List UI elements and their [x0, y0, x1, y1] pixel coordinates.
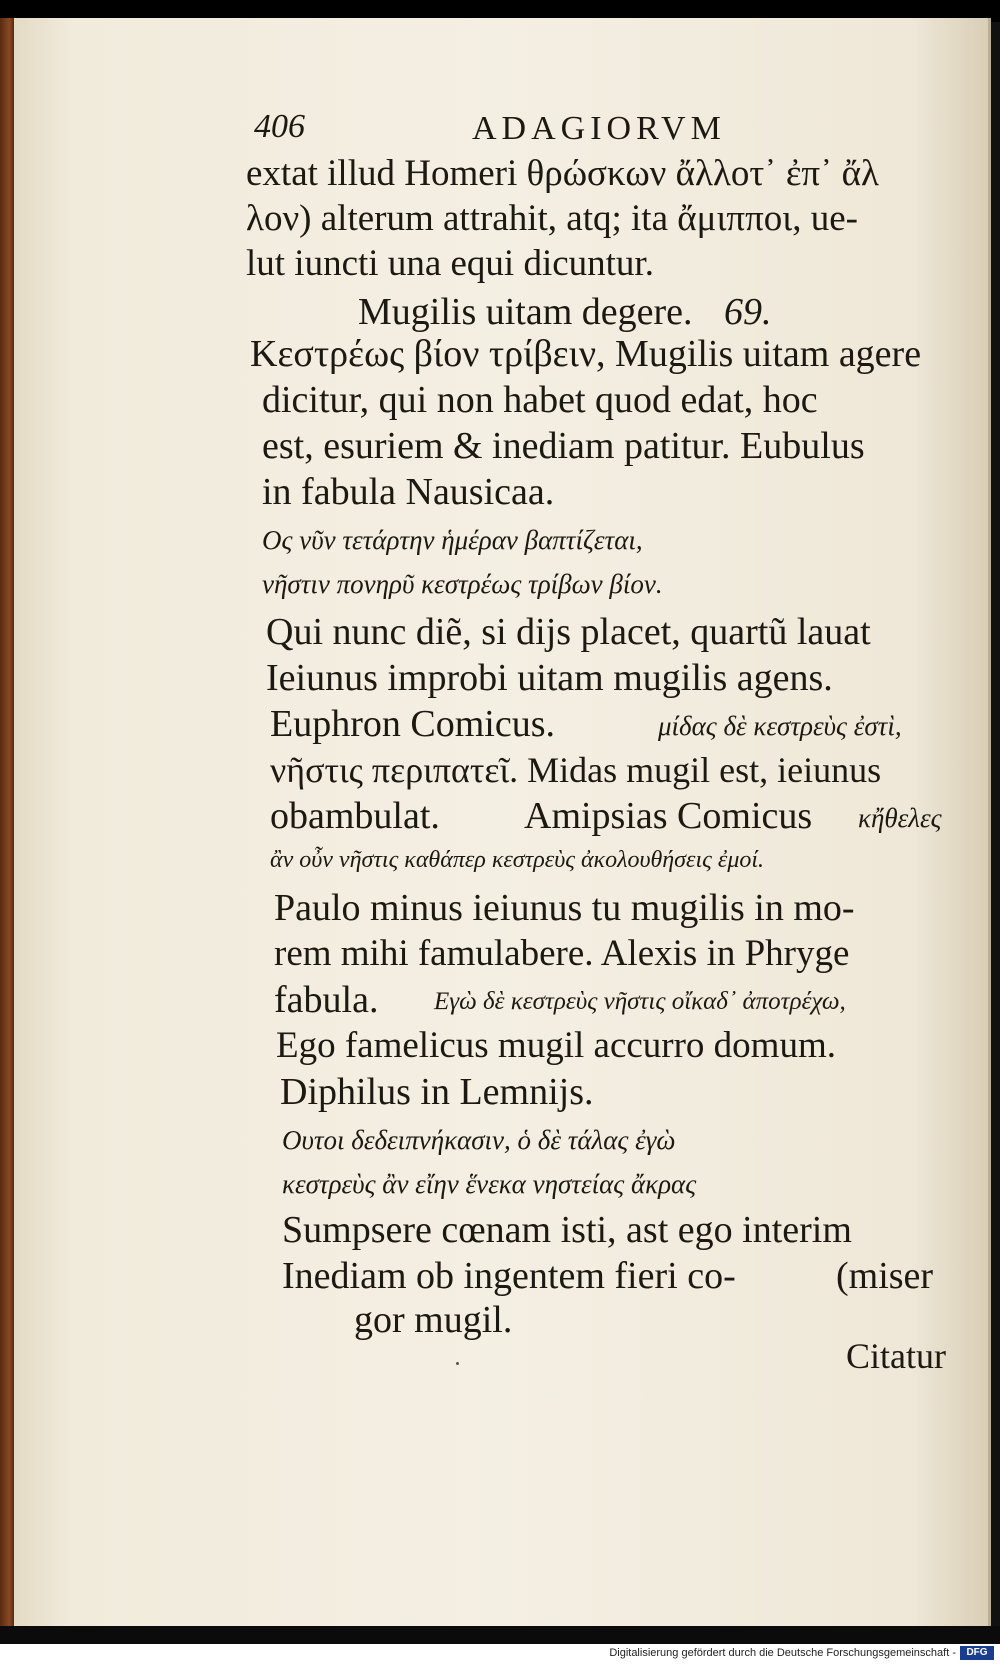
scan-bottom-border — [0, 1626, 1000, 1644]
greek-verse: Ουτοι δεδειπνήκασιν, ὁ δὲ τάλας ἐγὼ — [282, 1125, 676, 1155]
text-line: Paulo minus ieiunus tu mugilis in mo- — [274, 887, 855, 929]
greek-verse: Ος νῦν τετάρτην ἡμέραν βαπτίζεται, — [262, 525, 643, 555]
text-line: Inediam ob ingentem fieri co- — [282, 1255, 736, 1297]
running-head: ADAGIORVM — [472, 110, 726, 147]
text-line: Euphron Comicus. — [270, 703, 555, 745]
greek-verse: νῆστιν πονηρῦ κεστρέως τρίβων βίον. — [262, 569, 663, 599]
text-line: Diphilus in Lemnijs. — [280, 1071, 594, 1113]
text-line: gor mugil. — [354, 1299, 513, 1341]
ink-speck — [456, 1362, 459, 1365]
text-line: Amipsias Comicus — [524, 795, 813, 837]
greek-verse: κεστρεὺς ἂν εἴην ἕνεκα νηστείας ἄκρας — [282, 1169, 697, 1199]
text-line: Κεστρέως βίον τρίβειν, Mugilis uitam agere — [250, 333, 922, 375]
text-line: νῆστις περιπατεῖ. Midas mugil est, ieiunus — [270, 750, 882, 790]
text-line: extat illud Homeri θρώσκων ἄλλοτ᾽ ἐπ᾽ ἄλ — [246, 153, 879, 194]
dfg-logo: DFG — [960, 1646, 994, 1660]
page-number: 406 — [254, 108, 305, 145]
text-line: obambulat. — [270, 795, 440, 837]
greek-quote: μίδας δὲ κεστρεὺς ἐστὶ, — [658, 711, 902, 741]
text-line: dicitur, qui non habet quod edat, hoc — [262, 379, 818, 421]
text-line: est, esuriem & inediam patitur. Eubulus — [262, 425, 865, 467]
adage-number: 69. — [724, 291, 772, 333]
text-line: λον) alterum attrahit, atq; ita ἄμιπποι, ue- — [246, 198, 858, 239]
dfg-credit: Digitalisierung gefördert durch die Deutsche Forschungsgemeinschaft - — [609, 1647, 956, 1659]
text-line: Qui nunc diẽ, si dijs placet, quartũ lauat — [266, 611, 871, 653]
greek-verse: ἂν οὖν νῆστις καθάπερ κεστρεὺς ἀκολουθήσεις ἐμοί. — [270, 847, 765, 873]
text-line: Ego famelicus mugil accurro domum. — [276, 1025, 836, 1066]
text-line: lut iuncti una equi dicuntur. — [246, 243, 654, 284]
text-line: rem mihi famulabere. Alexis in Phryge — [274, 933, 850, 974]
text-line: in fabula Nausicaa. — [262, 471, 555, 513]
text-line: Ieiunus improbi uitam mugilis agens. — [266, 657, 833, 699]
catchword: Citatur — [846, 1336, 946, 1376]
adage-title: Mugilis uitam degere. — [358, 291, 693, 333]
adage-heading — [358, 290, 772, 334]
text-line: (miser — [836, 1255, 934, 1297]
greek-quote: Εγὼ δὲ κεστρεὺς νῆστις οἴκαδ᾽ ἀποτρέχω, — [434, 988, 846, 1015]
greek-quote: κἤθελες — [858, 803, 942, 833]
text-line: fabula. — [274, 979, 379, 1021]
text-line: Sumpsere cœnam isti, ast ego interim — [282, 1209, 852, 1251]
